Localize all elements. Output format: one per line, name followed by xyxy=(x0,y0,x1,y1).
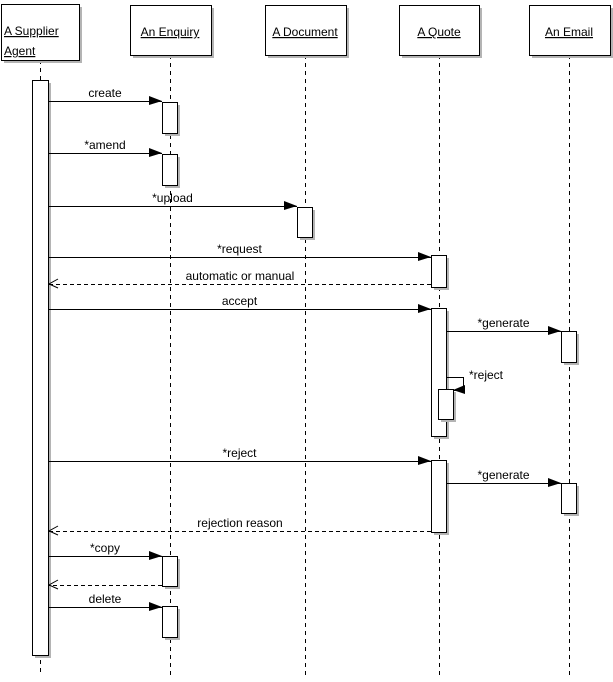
message-label: *copy xyxy=(89,541,121,555)
activation-bar xyxy=(163,103,178,134)
activation-bar xyxy=(562,332,577,363)
message-*amend xyxy=(48,138,162,157)
activation-quote-nested xyxy=(439,390,457,423)
message-*upload xyxy=(48,191,297,210)
message-label: rejection reason xyxy=(197,516,283,530)
message-create xyxy=(48,86,162,105)
message-label: *reject xyxy=(469,368,504,382)
activation-email xyxy=(562,332,580,366)
message-label: accept xyxy=(221,294,258,308)
message-rejection reason xyxy=(49,516,431,535)
message-label: *generate xyxy=(477,316,530,330)
message-label: *upload xyxy=(152,191,193,205)
activation-enquiry xyxy=(163,607,181,641)
message-*generate xyxy=(446,316,561,335)
activation-email xyxy=(562,484,580,517)
lifeline-head-email xyxy=(530,6,613,59)
activation-bar xyxy=(562,484,577,514)
activation-bar xyxy=(163,155,178,186)
sync-arrowhead-icon xyxy=(149,148,162,157)
sync-arrowhead-icon xyxy=(149,96,162,105)
message-delete xyxy=(48,592,162,611)
activation-bar xyxy=(298,208,313,238)
lifeline-name: A Quote xyxy=(417,25,461,39)
sync-arrowhead-icon xyxy=(149,551,162,560)
sync-arrowhead-icon xyxy=(418,252,431,261)
message-*reject xyxy=(446,368,504,394)
message-label: delete xyxy=(88,592,122,606)
activation-bar xyxy=(432,461,447,533)
sync-arrowhead-icon xyxy=(418,304,431,313)
activation-bar xyxy=(163,607,178,638)
lifeline-name: A Supplier xyxy=(4,24,59,38)
activation-supplier-agent xyxy=(33,81,52,659)
message-automatic or manual xyxy=(49,269,431,288)
message-label: *request xyxy=(217,242,262,256)
lifeline-head-quote xyxy=(400,6,483,59)
activation-bar xyxy=(163,557,178,587)
activation-quote xyxy=(432,256,450,291)
sync-arrowhead-icon xyxy=(149,602,162,611)
activation-enquiry xyxy=(163,155,181,189)
lifeline-head-document xyxy=(266,6,350,59)
activation-document xyxy=(298,208,316,241)
sync-arrowhead-icon xyxy=(548,326,561,335)
lifeline-name: An Enquiry xyxy=(140,25,200,39)
message-label: *reject xyxy=(222,446,257,460)
message-label: automatic or manual xyxy=(185,269,295,283)
activation-quote xyxy=(432,461,450,536)
activation-bar xyxy=(439,390,454,420)
lifeline-head-supplier-agent xyxy=(2,5,83,64)
activation-enquiry xyxy=(163,103,181,137)
sync-arrowhead-icon xyxy=(548,478,561,487)
lifeline-name: An Email xyxy=(544,25,594,39)
activation-bar xyxy=(432,256,447,288)
lifeline-name: Agent xyxy=(4,44,36,58)
lifeline-name: A Document xyxy=(272,25,338,39)
message-unlabeled-return xyxy=(49,580,162,589)
message-*request xyxy=(48,242,431,261)
message-label: *generate xyxy=(477,468,530,482)
sync-arrowhead-icon xyxy=(284,201,297,210)
lifeline-head-enquiry xyxy=(131,6,215,59)
sync-arrowhead-icon xyxy=(418,456,431,465)
message-*copy xyxy=(48,541,162,560)
activation-bar xyxy=(33,81,49,656)
activation-enquiry xyxy=(163,557,181,590)
message-label: create xyxy=(88,86,122,100)
message-accept xyxy=(48,294,431,313)
message-*generate xyxy=(446,468,561,487)
message-*reject xyxy=(48,446,431,465)
message-label: *amend xyxy=(84,138,126,152)
